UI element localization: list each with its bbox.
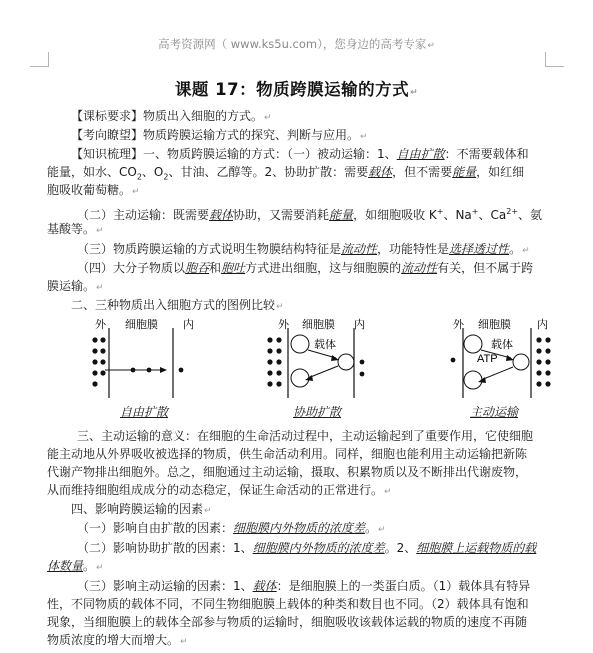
- membrane-label: 细胞膜: [302, 319, 335, 331]
- carrier-protein-inner: [338, 354, 354, 370]
- active-transport-factors-line-2: 性，不同物质的载体不同，不同生物细胞膜上载体的种类和数目也不同。（2）载体具有饱和: [47, 597, 529, 611]
- caption-active-transport: 主动运输: [470, 405, 519, 419]
- active-transport-factors-line-4: 物质浓度的增大而增大。↵: [47, 633, 188, 647]
- facilitated-diffusion-factors-line-2: 体数量。↵: [47, 559, 104, 573]
- carrier-protein-outer: [464, 335, 482, 353]
- carrier-protein-inner: [513, 354, 529, 370]
- significance-line-4: 从而维持细胞组成成分的动态稳定，保证生命活动的正常进行。↵: [47, 483, 392, 497]
- crop-mark-right: [545, 52, 564, 67]
- endocytosis-line-1: （四）大分子物质以胞吞和胞吐方式进出细胞，这与细胞膜的流动性有关，但不属于跨: [77, 261, 534, 275]
- endocytosis-line-2: 膜运输。↵: [47, 279, 104, 293]
- molecule-dots: [92, 337, 183, 386]
- membrane-feature: （三）物质跨膜运输的方式说明生物膜结构特征是流动性，功能特性是选择透过性。↵: [77, 242, 530, 256]
- knowledge-line-2: 能量，如水、$CO_2$、$O_2$、甘油、乙醇等。2、协助扩散：需要载体，但不需要能量，如红细: [47, 165, 525, 182]
- carrier-label: 载体: [314, 339, 336, 351]
- outside-label: 外: [95, 319, 106, 331]
- active-transport-line-2: 基酸等。↵: [47, 222, 104, 236]
- outside-label: 外: [278, 319, 289, 331]
- carrier-protein-outer: [291, 335, 309, 353]
- membrane-label: 细胞膜: [478, 319, 511, 331]
- atp-label: ATP: [477, 353, 498, 365]
- knowledge-line-3: 胞吸收葡萄糖。↵: [47, 183, 140, 197]
- page-header: 高考资源网（ www.ks5u.com），您身边的高考专家↵: [158, 37, 435, 51]
- free-diffusion-factors: （一）影响自由扩散的因素：细胞膜内外物质的浓度差。↵: [77, 521, 386, 535]
- course-requirement: 【课标要求】物质出入细胞的方式。↵: [71, 109, 272, 123]
- free-diffusion-diagram: [85, 314, 205, 406]
- significance-line-3: 代谢产物排出细胞外。总之，细胞通过主动运输，摄取、积累物质以及不断排出代谢废物，: [47, 465, 528, 479]
- significance-line-2: 能主动地从外界吸收被选择的物质，供生命活动利用。同样，细胞也能利用主动运输把新陈: [47, 447, 528, 461]
- caption-facilitated-diffusion: 协助扩散: [293, 405, 342, 419]
- active-transport-diagram: [445, 314, 565, 406]
- caption-free-diffusion: 自由扩散: [120, 405, 169, 419]
- active-transport-line-1: （二）主动运输：既需要载体协助，又需要消耗能量，如细胞吸收 K+、Na+、$Ca^{2+}$、氨: [77, 207, 543, 222]
- inside-label: 内: [354, 319, 365, 331]
- inside-label: 内: [537, 319, 548, 331]
- facilitated-diffusion-factors-line-1: （二）影响协助扩散的因素：1、细胞膜内外物质的浓度差。2、细胞膜上运载物质的载: [77, 541, 537, 555]
- exam-outlook: 【考向瞭望】物质跨膜运输方式的探究、判断与应用。↵: [71, 128, 368, 142]
- section-four-heading: 四、影响跨膜运输的因素↵: [71, 502, 212, 516]
- crop-mark-left: [30, 52, 49, 67]
- facilitated-diffusion-diagram: [262, 314, 382, 406]
- membrane-label: 细胞膜: [125, 319, 158, 331]
- outside-label: 外: [453, 319, 464, 331]
- significance-line-1: 三、主动运输的意义：在细胞的生命活动过程中，主动运输起到了重要作用，它使细胞: [77, 429, 534, 443]
- active-transport-factors-line-3: 现象，当细胞膜上的载体全部参与物质的运输时，细胞吸收该载体运载的物质的速度不再随: [47, 615, 528, 629]
- section-two-heading: 二、三种物质出入细胞方式的图例比较↵: [71, 298, 284, 312]
- document-title: 课题 17：物质跨膜运输的方式↵: [174, 80, 419, 99]
- knowledge-line-1: 【知识梳理】一、物质跨膜运输的方式：（一）被动运输：1、自由扩散：不需要载体和: [71, 147, 529, 161]
- inside-label: 内: [183, 319, 194, 331]
- active-transport-factors-line-1: （三）影响主动运输的因素：1、载体：是细胞膜上的一类蛋白质。（1）载体具有特异: [77, 579, 531, 593]
- carrier-label: 载体: [491, 339, 513, 351]
